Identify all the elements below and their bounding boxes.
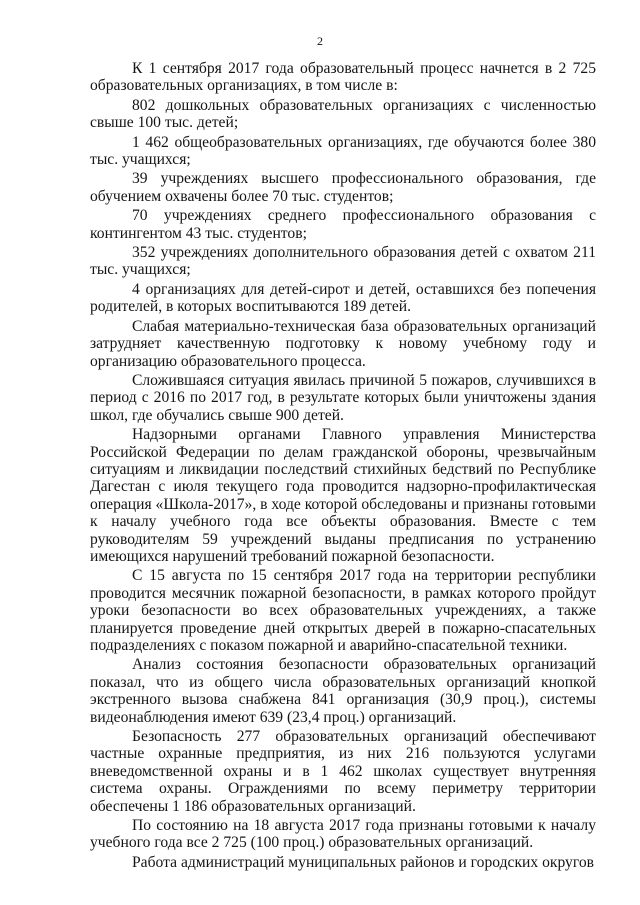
paragraph-intro: К 1 сентября 2017 года образовательный процесс начнется в 2 725 образовательных организациях, в том числе в: (90, 60, 596, 95)
paragraph-security-analysis: Анализ состояния безопасности образовательных организаций показал, что из общего числа образовательных организаций кнопкой экстренного вызова снабжена 841 организация (30,9 проц.), системы видеонаблюдения имеют 639 (23,4 проц.) организаций. (90, 656, 596, 726)
paragraph-general-schools: 1 462 общеобразовательных организациях, где обучаются более 380 тыс. учащихся; (90, 133, 596, 169)
paragraph-fire-safety-month: С 15 августа по 15 сентября 2017 года на территории республики проводится месячник пожарной безопасности, в рамках которого пройдут уроки безопасности во всех образовательных учреждениях, а также планируется проведение дней открытых дверей в пожарно-спасательных подразделениях с показом пожарной и аварийно-спасательной техники. (90, 567, 596, 654)
paragraph-readiness: По состоянию на 18 августа 2017 года признаны готовыми к началу учебного года все 2 725 (100 проц.) образовательных организаций. (90, 817, 596, 852)
document-body (90, 60, 596, 871)
paragraph-supervision: Надзорными органами Главного управления Министерства Российской Федерации по делам гражданской обороны, чрезвычайным ситуациям и ликвидации последствий стихийных бедствий по Республике Дагестан с июля текущего года проводится надзорно-профилактическая операция «Школа-2017», в ходе которой обследованы и признаны готовыми к началу учебного года все объекты образования. Вместе с тем руководителям 59 учреждений выданы предписания по устранению имеющихся нарушений требований пожарной безопасности. (90, 426, 596, 565)
paragraph-higher-education: 39 учреждениях высшего профессионального образования, где обучением охвачены более 70 тыс. студентов; (90, 170, 596, 205)
page-number: 2 (317, 34, 323, 48)
paragraph-administrations: Работа администраций муниципальных районов и городских округов (132, 853, 594, 871)
paragraph-preschool: 802 дошкольных образовательных организациях с численностью свыше 100 тыс. детей; (90, 96, 596, 132)
paragraph-vocational: 70 учреждениях среднего профессионального образования с контингентом 43 тыс. студентов; (90, 207, 596, 242)
paragraph-material-base: Слабая материально-техническая база образовательных организаций затрудняет качественную подготовку к новому учебному году и организацию образовательного процесса. (90, 317, 596, 370)
paragraph-additional-education: 352 учреждениях дополнительного образования детей с охватом 211 тыс. учащихся; (90, 244, 596, 279)
paragraph-orphans: 4 организациях для детей-сирот и детей, оставшихся без попечения родителей, в которых воспитываются 189 детей. (90, 280, 596, 316)
paragraph-guard-services: Безопасность 277 образовательных организаций обеспечивают частные охранные предприятия, из них 216 пользуются услугами вневедомственной охраны и в 1 462 школах существует внутренняя система охраны. Ограждениями по всему периметру территории обеспечены 1 186 образовательных организаций. (90, 728, 596, 815)
paragraph-fires: Сложившаяся ситуация явилась причиной 5 пожаров, случившихся в период с 2016 по 2017 год, в результате которых были уничтожены здания школ, где обучались свыше 900 детей. (90, 371, 596, 424)
